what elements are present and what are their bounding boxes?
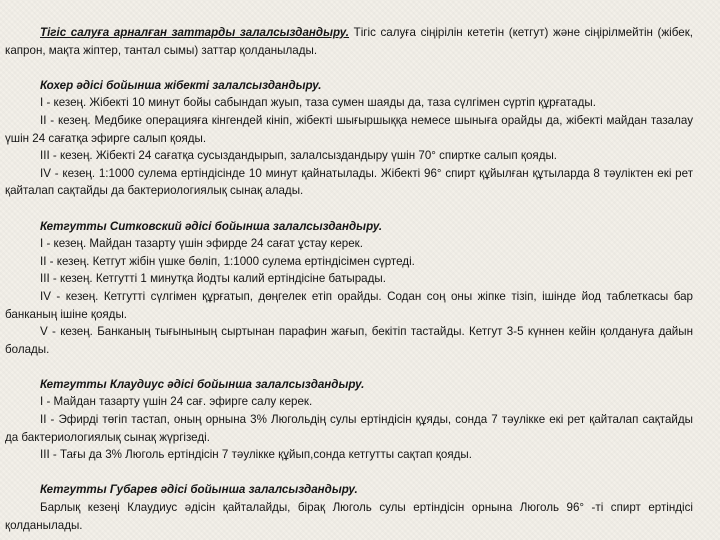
spacer bbox=[5, 200, 693, 218]
sitkovsky-step: III - кезең. Кетгутті 1 минутқа йодты калий ертіндісіне батырады. bbox=[40, 272, 386, 286]
kocher-heading: Кохер әдісі бойынша жібекті залалсыздандыру. bbox=[40, 78, 322, 92]
sitkovsky-step: IV - кезең. Кетгутті сүлгімен құрғатып, дөңгелек етіп орайды. Содан соң оны жіпке тізіп, ішінде йод таблеткасы бар банканың ішіне қояды. bbox=[5, 289, 693, 321]
sitkovsky-step: V - кезең. Банканың тығынының сыртынан парафин жағып, бекітіп тастайды. Кетгут 3-5 күннен кейін қолдануға дайын болады. bbox=[5, 325, 693, 356]
spacer bbox=[5, 59, 693, 77]
sitkovsky-heading: Кетгутты Ситковский әдісі бойынша залалсыздандыру. bbox=[40, 219, 383, 233]
intro-text: Тігіс салуға сіңірілін кететін (кетгут) және сіңірілмейтін (жібек, капрон, мақта жіптер, тантал сымы) заттар қолданылады. bbox=[5, 26, 693, 57]
sitkovsky-step: II - кезең. Кетгут жібін үшке бөліп, 1:1000 сулема ертіндісімен сүртеді. bbox=[40, 254, 415, 268]
claudius-step: II - Эфирді төгіп тастап, оның орнына 3% Люгольдің сулы ертіндісін құяды, сонда 7 тәулікке екі рет қайталап сақтайды да бактериологиялық сынақ жүргізеді. bbox=[5, 413, 693, 444]
intro-paragraph bbox=[5, 24, 693, 59]
kocher-step: I - кезең. Жібекті 10 минут бойы сабындап жуып, таза сумен шаяды да, таза сүлгімен сүртіп құрғатады. bbox=[40, 96, 596, 110]
spacer bbox=[5, 358, 693, 376]
claudius-step: III - Тағы да 3% Люголь ертіндісін 7 тәулікке құйып,сонда кетгутты сақтап қояды. bbox=[40, 448, 472, 462]
kocher-step: IV - кезең. 1:1000 сулема ертіндісінде 10 минут қайнатылады. Жібекті 96° спирт құйылған құтыларда 8 тәуліктен екі рет қайталап сақтайды да бактериологиялық сынақ алады. bbox=[5, 166, 693, 198]
intro-heading: Тігіс салуға арналған заттарды залалсыздандыру. bbox=[40, 26, 350, 39]
sitkovsky-step: I - кезең. Майдан тазарту үшін эфирде 24 сағат ұстау керек. bbox=[40, 237, 363, 251]
spacer bbox=[5, 464, 693, 482]
kocher-step: III - кезең. Жібекті 24 сағатқа сусыздандырып, залалсыздандыру үшін 70° спиртке салып қояды. bbox=[40, 149, 558, 163]
gubarev-step: Барлық кезеңі Клаудиус әдісін қайталайды, бірақ Люголь сулы ертіндісін орнына Люголь 96° -ті спирт ертіндісі қолданылады. bbox=[5, 501, 693, 532]
kocher-step: II - кезең. Медбике операцияға кінгендей кініп, жібекті шығыршыққа немесе шыныға орайды да, жібекті майдан тазалау үшін 24 сағатқа эфирге салып қояды. bbox=[5, 113, 693, 145]
gubarev-heading: Кетгутты Губарев әдісі бойынша залалсыздандыру. bbox=[40, 483, 358, 497]
document-body bbox=[5, 24, 693, 534]
claudius-step: I - Майдан тазарту үшін 24 сағ. эфирге салу керек. bbox=[40, 395, 313, 409]
claudius-heading: Кетгутты Клаудиус әдісі бойынша залалсыздандыру. bbox=[40, 377, 365, 391]
